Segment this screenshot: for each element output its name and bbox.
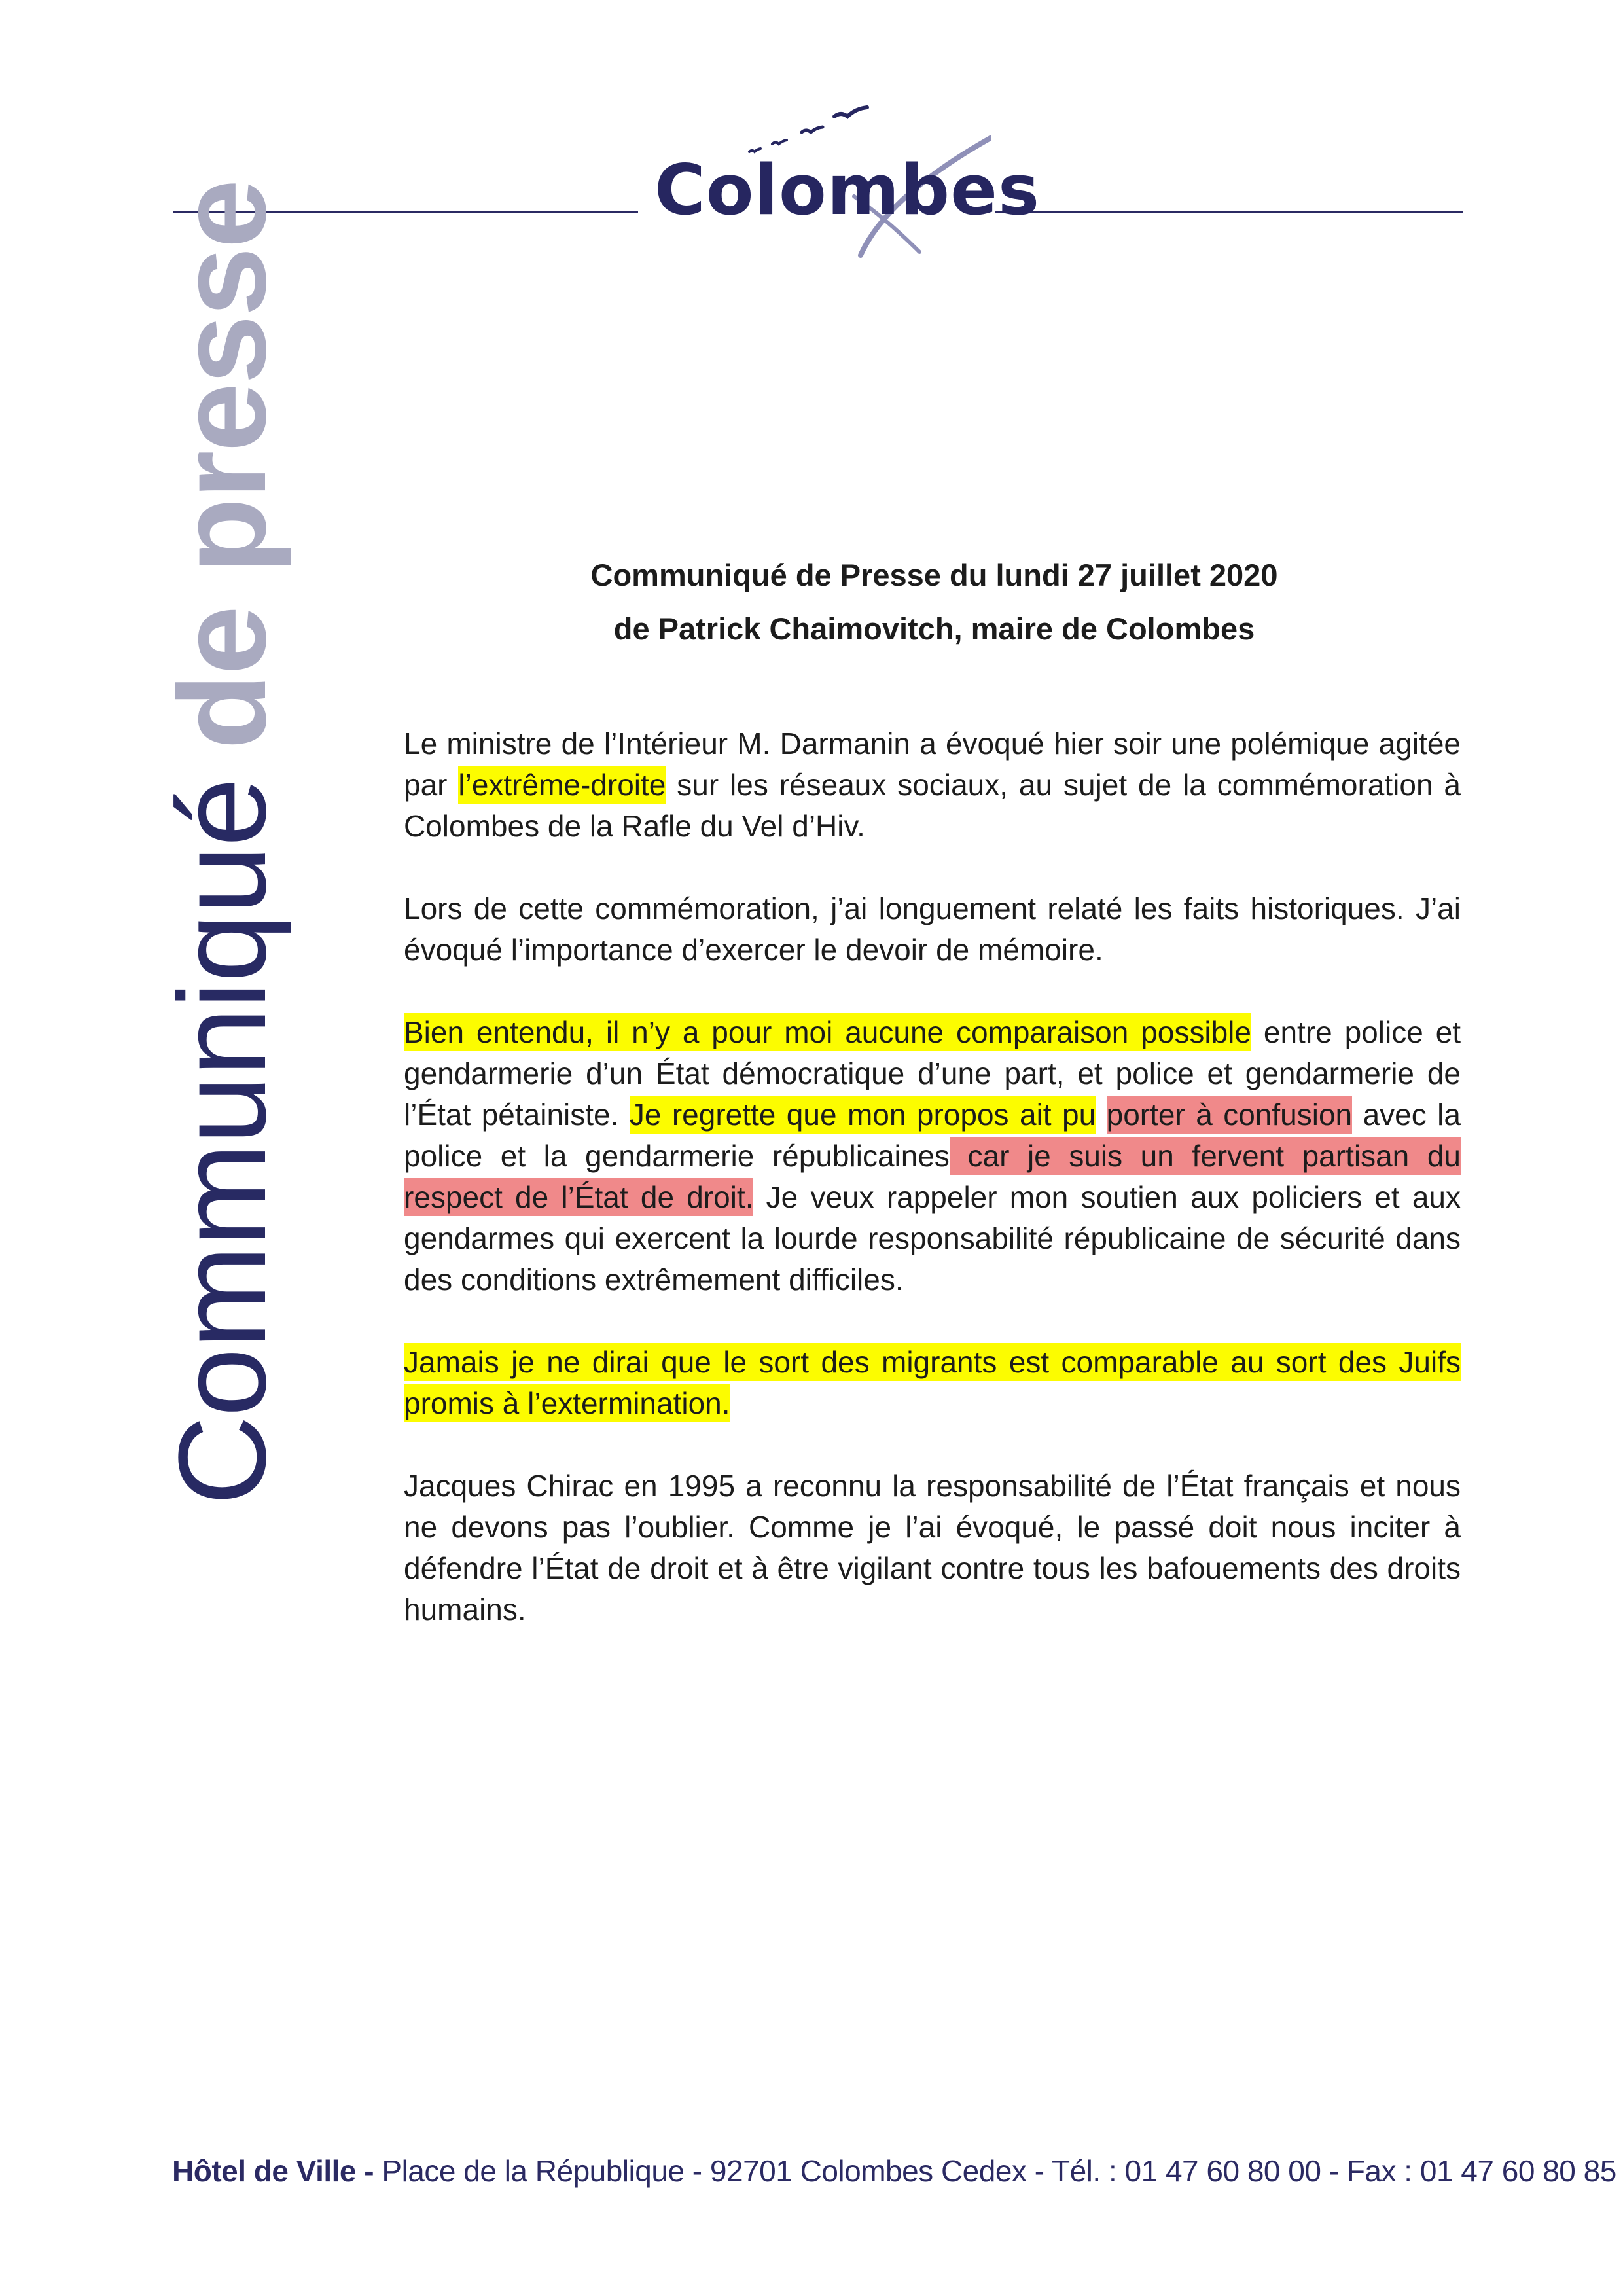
side-title [153, 180, 292, 1505]
p3-text-c: Je veux rappeler mon soutien aux policiers et aux gendarmes qui exercent la lourde responsabilité républicaine de sécurité dans des conditions extrêmement difficiles. [404, 1180, 1461, 1297]
footer-contact: Place de la République - 92701 Colombes Cedex - Tél. : 01 47 60 80 00 - Fax : 01 47 60 80 85 [374, 2154, 1616, 2188]
heading-line-2: de Patrick Chaimovitch, maire de Colombes [613, 611, 1255, 646]
p1-text-b: sur les réseaux sociaux, au sujet de la commémoration à Colombes de la Rafle du Vel d’Hiv. [404, 768, 1461, 843]
side-title-communique: Communiqué [153, 779, 292, 1505]
footer-address [172, 2153, 1616, 2189]
paragraph-3 [404, 1012, 1461, 1300]
p3-text-b: avec la police et la gendarmerie républicaines [404, 1098, 1461, 1173]
header-rule-right [995, 211, 1463, 213]
paragraph-1 [404, 723, 1461, 847]
p3-red-highlight-1: porter à confusion [1107, 1096, 1353, 1134]
paragraph-4 [404, 1342, 1461, 1424]
colombes-logo [638, 105, 1041, 262]
p1-highlight: l’extrême-droite [458, 766, 666, 804]
p1-text-a: Le ministre de l’Intérieur M. Darmanin a évoqué hier soir une polémique agitée par [404, 726, 1461, 802]
p3-space [1096, 1098, 1106, 1132]
p3-highlight-1: Bien entendu, il n’y a pour moi aucune comparaison possible [404, 1013, 1251, 1051]
p4-highlight: Jamais je ne dirai que le sort des migrants est comparable au sort des Juifs promis à l’extermination. [404, 1343, 1461, 1422]
paragraph-5: Jacques Chirac en 1995 a reconnu la responsabilité de l’État français et nous ne devons pas l’oublier. Comme je l’ai évoqué, le passé doit nous inciter à défendre l’État de droit et à être vigilant contre tous les bafouements des droits humains. [404, 1469, 1461, 1626]
paragraph-2: Lors de cette commémoration, j’ai longuement relaté les faits historiques. J’ai évoqué l’importance d’exercer le devoir de mémoire. [404, 891, 1461, 967]
footer-hotel-de-ville: Hôtel de Ville - [172, 2154, 374, 2188]
p3-highlight-2: Je regrette que mon propos ait pu [630, 1096, 1096, 1134]
heading-line-1: Communiqué de Presse du lundi 27 juillet 2020 [590, 558, 1278, 592]
p3-red-highlight-2: car je suis un fervent partisan du respect de l’État de droit. [404, 1137, 1461, 1216]
p3-text-a: entre police et gendarmerie d’un État démocratique d’une part, et police et gendarmerie de l’État pétainiste. [404, 1015, 1461, 1132]
side-title-de-presse: de presse [153, 180, 292, 750]
logo-text: Colombes [654, 150, 1041, 230]
press-release-heading [406, 548, 1463, 656]
press-release-body [404, 723, 1461, 1672]
